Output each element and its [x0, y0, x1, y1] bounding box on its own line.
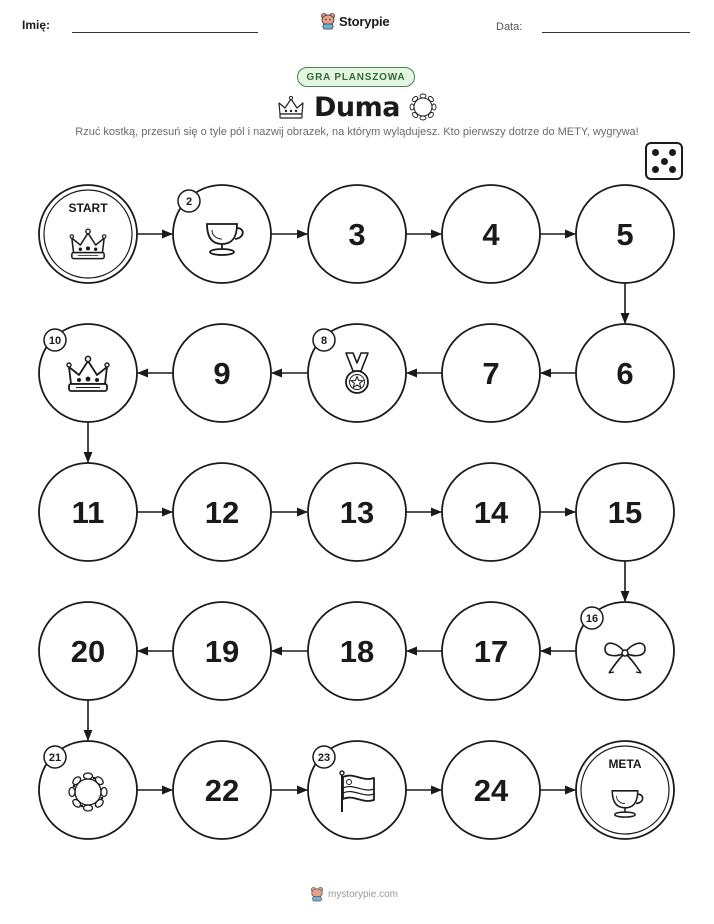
start-label: START — [68, 201, 108, 215]
space-number: 7 — [482, 356, 500, 391]
board-space-2[interactable] — [173, 185, 271, 283]
brand-name: Storypie — [339, 13, 390, 29]
board-space-7[interactable] — [442, 324, 540, 422]
board-space-14[interactable] — [442, 463, 540, 561]
finish-label: META — [608, 757, 642, 771]
footer-site[interactable]: mystorypie.com — [328, 888, 399, 900]
board-space-21[interactable] — [39, 741, 137, 839]
space-number: 20 — [70, 634, 106, 669]
space-number: 11 — [71, 495, 105, 530]
board-space-17[interactable] — [442, 602, 540, 700]
footer — [310, 886, 398, 902]
board-space-18[interactable] — [308, 602, 406, 700]
space-number: 21 — [48, 752, 62, 764]
board-space-24[interactable] — [442, 741, 540, 839]
board-space-5[interactable] — [576, 185, 674, 283]
board-space-20[interactable] — [39, 602, 137, 700]
page-title: Duma — [314, 91, 400, 123]
space-number: 6 — [616, 356, 634, 391]
space-circle — [576, 741, 674, 839]
instructions: Rzuć kostką, przesuń się o tyle pól i nazwij obrazek, na którym wylądujesz. Kto pierwszy dotrze do METY, wygrywa! — [75, 126, 639, 138]
space-number: 8 — [320, 335, 328, 347]
board-space-19[interactable] — [173, 602, 271, 700]
board-space-11[interactable] — [39, 463, 137, 561]
space-number: 10 — [48, 335, 62, 347]
space-number: 2 — [185, 196, 193, 208]
space-number: 23 — [317, 752, 331, 764]
space-number: 24 — [473, 773, 509, 808]
board-space-22[interactable] — [173, 741, 271, 839]
space-number: 5 — [616, 217, 634, 252]
board-space-8[interactable] — [308, 324, 406, 422]
board-space-1[interactable] — [39, 185, 137, 283]
space-number: 15 — [607, 495, 643, 530]
space-number: 16 — [585, 613, 599, 625]
board-space-6[interactable] — [576, 324, 674, 422]
board-space-15[interactable] — [576, 463, 674, 561]
space-number: 13 — [339, 495, 375, 530]
board-space-25[interactable] — [576, 741, 674, 839]
board-space-13[interactable] — [308, 463, 406, 561]
category-badge: GRA PLANSZOWA — [297, 67, 415, 87]
date-label: Data: — [496, 21, 523, 33]
board-space-12[interactable] — [173, 463, 271, 561]
board-space-4[interactable] — [442, 185, 540, 283]
board-space-10[interactable] — [39, 324, 137, 422]
space-number: 3 — [348, 217, 366, 252]
board-space-23[interactable] — [308, 741, 406, 839]
name-label: Imię: — [22, 18, 51, 32]
space-number: 4 — [482, 217, 500, 252]
board-space-9[interactable] — [173, 324, 271, 422]
space-number: 19 — [204, 634, 240, 669]
space-number: 9 — [213, 356, 231, 391]
space-number: 12 — [204, 495, 240, 530]
space-number: 17 — [473, 634, 509, 669]
board-space-16[interactable] — [576, 602, 674, 700]
space-number: 14 — [473, 495, 509, 530]
storypie-mascot-icon — [310, 886, 324, 902]
board-space-3[interactable] — [308, 185, 406, 283]
space-number: 22 — [204, 773, 240, 808]
space-number: 18 — [339, 634, 375, 669]
